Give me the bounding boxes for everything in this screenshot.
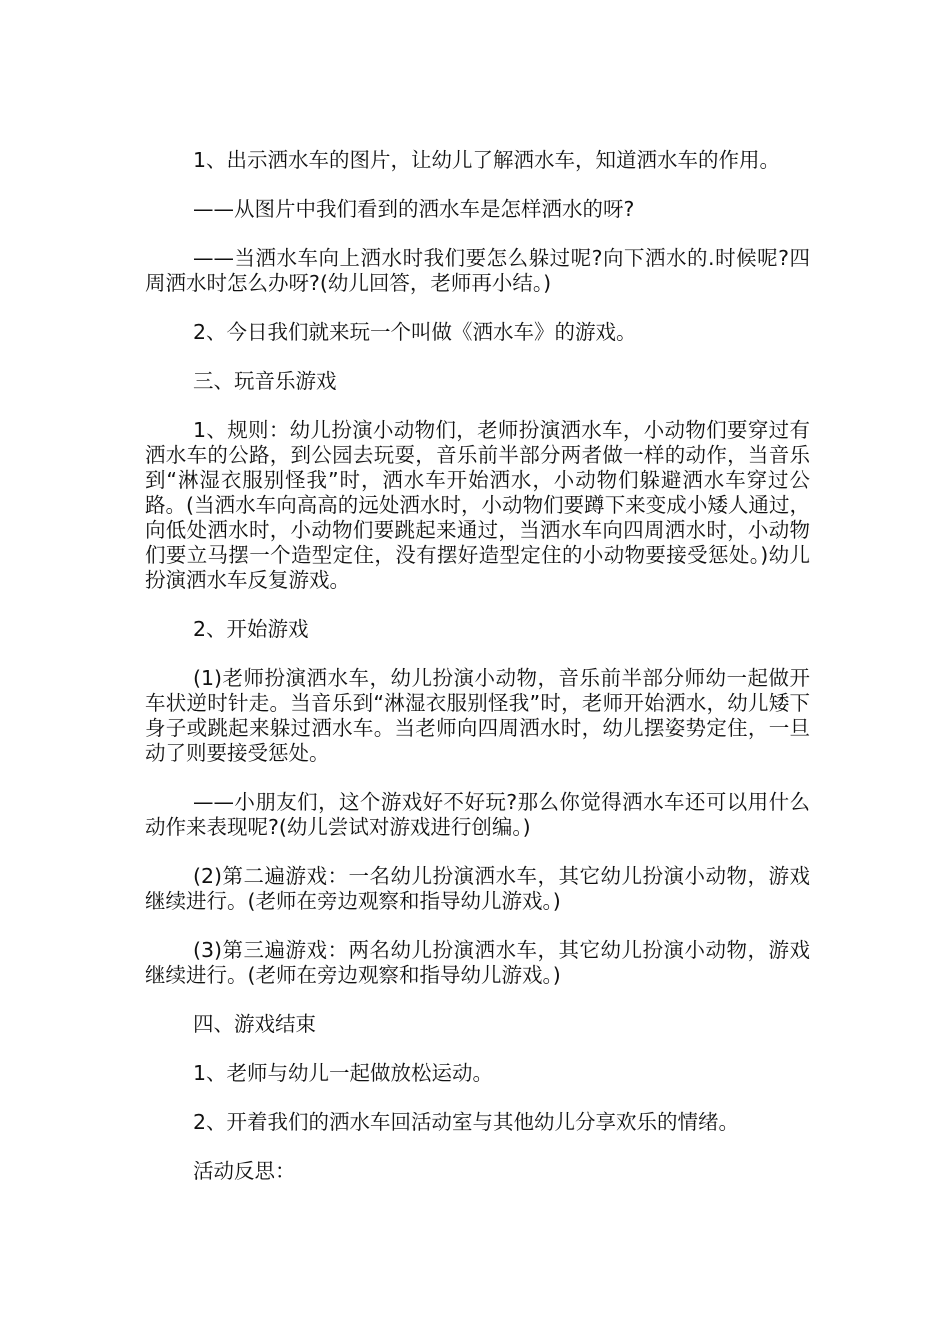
section-heading-game-end: 四、游戏结束 [193, 1012, 316, 1036]
paragraph-first-round: (1)老师扮演洒水车，幼儿扮演小动物，音乐前半部分师幼一起做开车状逆时针走。当音乐到“淋湿衣服别怪我”时，老师开始洒水，幼儿矮下身子或跳起来躲过洒水车。当老师向四周洒水时，幼儿摆姿势定住，一旦动了则要接受惩处。 [145, 666, 810, 765]
paragraph-third-round: (3)第三遍游戏：两名幼儿扮演洒水车，其它幼儿扮演小动物，游戏继续进行。(老师在旁边观察和指导幼儿游戏。) [145, 938, 810, 987]
paragraph-question-creative: ——小朋友们，这个游戏好不好玩?那么你觉得洒水车还可以用什么动作来表现呢?(幼儿尝试对游戏进行创编。) [145, 790, 810, 839]
document-body [145, 148, 810, 1184]
paragraph-rules: 1、规则：幼儿扮演小动物们，老师扮演洒水车，小动物们要穿过有洒水车的公路，到公园去玩耍，音乐前半部分两者做一样的动作，当音乐到“淋湿衣服别怪我”时，洒水车开始洒水，小动物们躲避洒水车穿过公路。(当洒水车向高高的远处洒水时，小动物们要蹲下来变成小矮人通过，向低处洒水时，小动物们要跳起来通过，当洒水车向四周洒水时，小动物们要立马摆一个造型定住，没有摆好造型定住的小动物要接受惩处。)幼儿扮演洒水车反复游戏。 [145, 418, 810, 592]
paragraph-start-game: 2、开始游戏 [193, 617, 309, 641]
paragraph-intro-show-picture: 1、出示洒水车的图片，让幼儿了解洒水车，知道洒水车的作用。 [193, 148, 781, 172]
paragraph-relax: 1、老师与幼儿一起做放松运动。 [193, 1061, 494, 1085]
paragraph-second-round: (2)第二遍游戏：一名幼儿扮演洒水车，其它幼儿扮演小动物，游戏继续进行。(老师在旁边观察和指导幼儿游戏。) [145, 864, 810, 913]
paragraph-return-share: 2、开着我们的洒水车回活动室与其他幼儿分享欢乐的情绪。 [193, 1110, 740, 1134]
section-heading-music-game: 三、玩音乐游戏 [193, 369, 337, 393]
paragraph-question-how-avoid: ——当洒水车向上洒水时我们要怎么躲过呢?向下洒水的.时候呢?四周洒水时怎么办呀?(幼儿回答，老师再小结。) [145, 246, 810, 295]
paragraph-today-game: 2、今日我们就来玩一个叫做《洒水车》的游戏。 [193, 320, 637, 344]
section-heading-reflection: 活动反思： [193, 1159, 296, 1183]
paragraph-question-how-spray: ——从图片中我们看到的洒水车是怎样洒水的呀? [193, 197, 635, 221]
